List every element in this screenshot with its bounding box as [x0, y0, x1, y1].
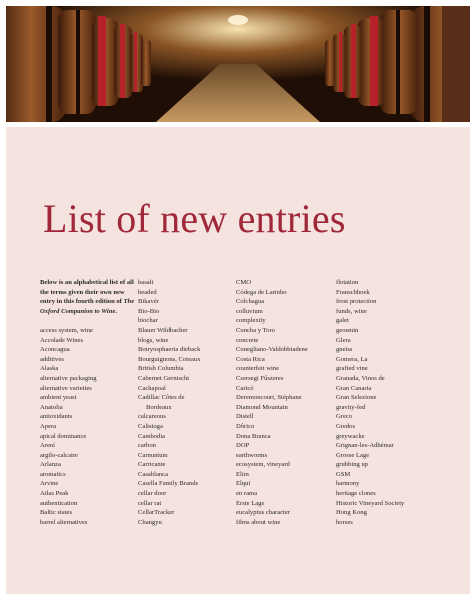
entry-list [40, 326, 136, 527]
entry-item: en rama [236, 490, 258, 498]
entry-item: heritage clones [336, 490, 376, 498]
entry-item: earthworms [236, 451, 268, 459]
entry-item: Gredos [336, 422, 356, 430]
entry-item: cellar door [138, 490, 167, 498]
entry-item: Atlas Peak [40, 490, 69, 498]
entry-item: grubbing up [336, 461, 369, 469]
entries-column-4 [336, 278, 432, 527]
entry-item: Carricante [138, 461, 166, 469]
entry-item: CMO [236, 279, 252, 286]
entry-item: funds, wine [336, 307, 367, 315]
entry-item: access system, wine [40, 326, 93, 334]
entry-item: British Columbia [138, 365, 184, 373]
entry-item: GSM [336, 470, 351, 478]
entry-item: Csersegi Fűszeres [236, 374, 284, 382]
entry-item: greywacke [336, 432, 365, 440]
entry-item: Casablanca [138, 470, 169, 478]
entry-item: Conegliano-Valdobbiadene [236, 346, 308, 354]
entry-item: flotation [336, 279, 359, 286]
entry-item: Greco [336, 413, 353, 421]
entry-item: DOP [236, 442, 250, 450]
entry-item: barrel alternatives [40, 518, 88, 526]
entries-column-3 [236, 278, 332, 527]
entry-item: Blauer Wildbacher [138, 326, 188, 334]
barrel-cellar-image [6, 6, 470, 122]
entry-item: Aconcagua [40, 346, 70, 354]
wine-cellar-photo [6, 6, 470, 122]
entry-item: horses [336, 518, 353, 526]
entry-item: Granada, Vinos de [336, 374, 385, 382]
entries-column-2 [138, 278, 234, 527]
entry-item: Elqui [236, 480, 251, 488]
entry-item: Códega de Larinho [236, 288, 287, 296]
entry-item: films about wine [236, 518, 281, 526]
entries-column-1 [40, 278, 136, 527]
entry-item: basalt [138, 279, 154, 286]
entry-item: Colchagua [236, 298, 265, 306]
page-title: List of new entries [43, 196, 346, 241]
entry-item: Elim [236, 470, 249, 478]
entry-item: Dôrico [236, 422, 255, 430]
entry-item: Accolade Wines [40, 336, 84, 344]
entry-item: Arlanza [40, 461, 61, 469]
entry-item: Casella Family Brands [138, 480, 199, 488]
entry-item: complexity [236, 317, 266, 325]
entry-list [138, 278, 234, 527]
entry-item: carbon [138, 442, 156, 450]
entry-item: Erste Lage [236, 499, 265, 507]
entry-item: galet [336, 317, 349, 325]
entry-item: argilo-calcaire [40, 451, 78, 459]
entry-item: gneiss [336, 346, 353, 354]
entry-item: Alaska [40, 365, 59, 373]
entry-item: Grosse Lage [336, 451, 370, 459]
entry-item: Costa Rica [236, 355, 265, 363]
entry-item: Gran Selezione [336, 394, 377, 402]
entry-item: counterfeit wine [236, 365, 280, 373]
entry-item: harmony [336, 480, 360, 488]
entry-item: blogs, wine [138, 336, 169, 344]
entry-item: gravity-fed [336, 403, 366, 411]
entry-item: ecosystem, vineyard [236, 461, 290, 469]
entry-item: Historic Vineyard Society [336, 499, 405, 507]
entry-item: Carnuntum [138, 451, 168, 459]
entry-list [236, 278, 332, 527]
entry-item: Grignan-les-Adhémar [336, 442, 394, 450]
entry-item: Bio-Bio [138, 307, 160, 315]
entry-item: Bordeaux [146, 403, 172, 411]
entry-item: beaded [138, 288, 157, 296]
entry-item: Distell [236, 413, 254, 421]
entry-item: aromatics [40, 470, 66, 478]
entry-list [336, 278, 432, 527]
entry-item: cellar rat [138, 499, 162, 507]
entry-item: colluvium [236, 307, 263, 315]
entry-item: Apera [40, 422, 57, 430]
entry-item: Concha y Toro [236, 326, 275, 334]
entry-item: authentication [40, 499, 78, 507]
entry-item: Deremoncourt, Stéphane [236, 394, 302, 402]
book-title: The Oxford Companion to Wine [40, 298, 135, 315]
entry-item: Arvine [40, 480, 59, 488]
entry-item: geosmin [336, 326, 359, 334]
entry-item: eucalyptus character [236, 509, 290, 517]
entry-item: Bourguignons, Coteaux [138, 355, 201, 363]
entry-item: Diamond Mountain [236, 403, 288, 411]
entry-item: biochar [138, 317, 158, 325]
entry-item: Baltic states [40, 509, 73, 517]
entry-item: concrete [236, 336, 259, 344]
entry-item: Cabernet Gernischt [138, 374, 190, 382]
intro-text: Below is an alphabetical list of all the terms given their own new entry in this fourth edition of [40, 279, 134, 306]
entry-item: Changyu [138, 518, 162, 526]
new-entries-panel [6, 127, 470, 594]
entry-item: Cambodia [138, 432, 166, 440]
entry-item: apical dominance [40, 432, 87, 440]
entry-item: alternative varieties [40, 384, 92, 392]
entry-item: Cadillac Côtes de [138, 394, 185, 402]
entry-item: Arení [40, 442, 56, 450]
entry-item: ambient yeast [40, 394, 77, 402]
entry-item: Cachapoal [138, 384, 166, 392]
entry-item: Calistoga [138, 422, 163, 430]
intro-end: . [115, 307, 117, 315]
entry-item: Dona Branca [236, 432, 271, 440]
entry-item: Anatolia [40, 403, 63, 411]
entry-item: additives [40, 355, 64, 363]
entry-item: Botryosphaeria dieback [138, 346, 201, 354]
entry-item: Franschhoek [336, 288, 370, 296]
entry-item: Gran Canaria [336, 384, 372, 392]
entry-item: Caricó [236, 384, 254, 392]
entry-item: Hong Kong [336, 509, 367, 517]
entry-item: calcareous [138, 413, 166, 421]
entry-item: frost protection [336, 298, 377, 306]
entry-item: Glera [336, 336, 351, 344]
entry-item: alternative packaging [40, 374, 97, 382]
entry-item: Gomera, La [336, 355, 368, 363]
entry-item: grafted vine [336, 365, 368, 373]
entry-item: Bikavér [138, 298, 159, 306]
entry-item: CellarTracker [138, 509, 175, 517]
intro-note [40, 278, 136, 316]
entry-item: antioxidants [40, 413, 73, 421]
